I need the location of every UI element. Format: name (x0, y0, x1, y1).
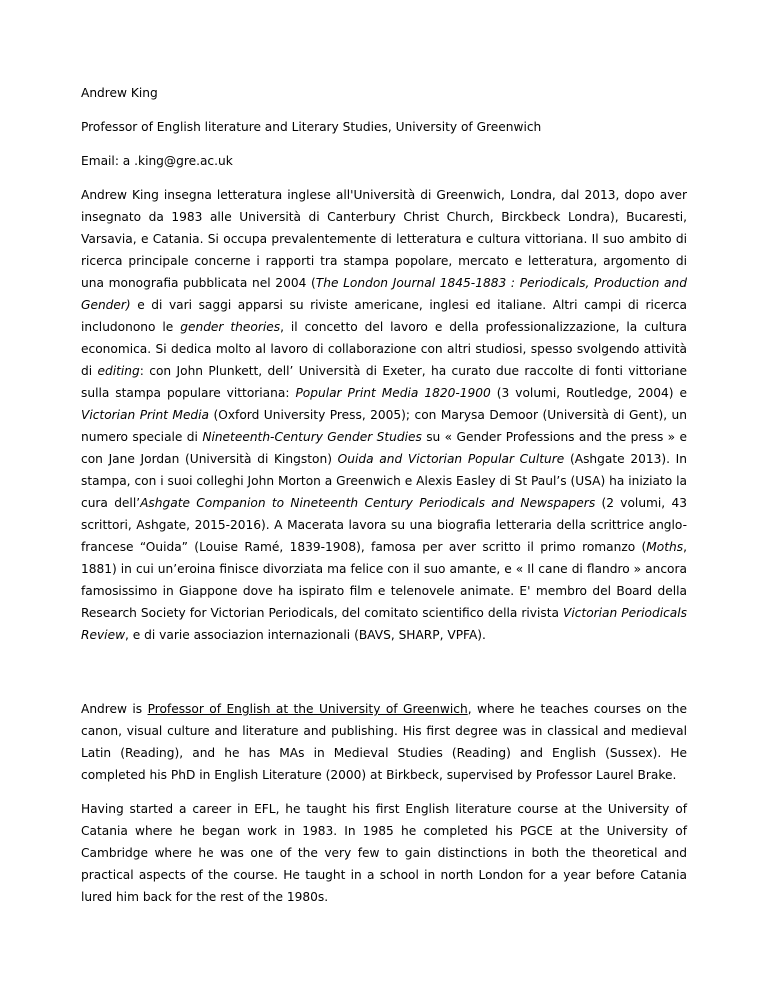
text-run: , 1881) in cui un’eroina finisce divorziata ma felice con il suo amante, e « Il cane di flandro » ancora famosissimo in Giappone dove ha ispirato film e telenovele animate. E' membro del Board della Research Society for Victorian Periodicals, del comitato scientifico della rivista (81, 540, 687, 620)
english-bio-paragraph-2: Having started a career in EFL, he taught his first English literature course at the University of Catania where he began work in 1983. In 1985 he completed his PGCE at the University of Cambridge where he was one of the very few to gain distinctions in both the theoretical and practical aspects of the course. He taught in a school in north London for a year before Catania lured him back for the rest of the 1980s. (81, 802, 687, 904)
italic-title: Popular Print Media 1820-1900 (295, 386, 491, 400)
italic-title: Ouida and Victorian Popular Culture (337, 452, 565, 466)
section-gap (81, 658, 687, 698)
italic-title: Victorian Periodicals Review (81, 606, 687, 642)
italian-bio-paragraph (81, 184, 687, 646)
author-email: Email: a .king@gre.ac.uk (81, 154, 233, 168)
italic-title: Moths (646, 540, 684, 554)
text-run: (2 volumi, 43 scrittori, Ashgate, 2015-2016). A Macerata lavora su una biografia letteraria della scrittrice anglo-francese “Ouida” (Louise Ramé, 1839-1908), famosa per aver scritto il primo romanzo ( (81, 496, 687, 554)
text-run: Andrew is (81, 702, 148, 716)
text-run: su « Gender Professions and the press » e con Jane Jordan (Università di Kingston) (81, 430, 688, 466)
text-run: , where he teaches courses on the canon, visual culture and literature and publishing. His first degree was in classical and medieval Latin (Reading), and he has MAs in Medieval Studies (Reading) and English (Sussex). He completed his PhD in English Literature (2000) at Birkbeck, supervised by Professor Laurel Brake. (81, 702, 687, 782)
document-page (81, 82, 687, 920)
italic-title: The London Journal 1845-1883 : Periodicals, Production and Gender) (81, 276, 687, 312)
text-run: e di vari saggi apparsi su riviste americane, inglesi ed italiane. Altri campi di ricerca includonono le (81, 298, 687, 334)
text-run: , e di varie associazion internazionali (BAVS, SHARP, VPFA). (125, 628, 486, 642)
text-run: Andrew King insegna letteratura inglese all'Università di Greenwich, Londra, dal 2013, dopo aver insegnato da 1983 alle Università di Canterbury Christ Church, Birckbeck Londra), Bucaresti, Varsavia, e Catania. Si occupa prevalentemente di letteratura e cultura vittoriana. Il suo ambito di ricerca principale concerne i rapporti tra stampa popolare, mercato e letteratura, argomento di una monografia pubblicata nel 2004 ( (81, 188, 687, 290)
italic-term: gender theories (180, 320, 281, 334)
italic-title: Nineteenth-Century Gender Studies (202, 430, 422, 444)
english-bio-paragraph-1 (81, 698, 687, 786)
text-run: , il concetto del lavoro e della professionalizzazione, la cultura economica. Si dedica molto al lavoro di collaborazione con altri studiosi, spesso svolgendo attività di (81, 320, 688, 378)
italic-term: editing (97, 364, 140, 378)
text-run: (Oxford University Press, 2005); con Marysa Demoor (Università di Gent), un numero speciale di (81, 408, 687, 444)
author-position: Professor of English literature and Literary Studies, University of Greenwich (81, 120, 542, 134)
author-name: Andrew King (81, 86, 158, 100)
text-run: (Ashgate 2013). In stampa, con i suoi colleghi John Morton a Greenwich e Alexis Easley di St Paul’s (USA) ha iniziato la cura dell’ (81, 452, 688, 510)
professor-profile-link[interactable]: Professor of English at the University of Greenwich (147, 702, 468, 716)
text-run: (3 volumi, Routledge, 2004) e (490, 386, 687, 400)
italic-title: Ashgate Companion to Nineteenth Century Periodicals and Newspapers (140, 496, 596, 510)
italic-title: Victorian Print Media (81, 408, 210, 422)
text-run: : con John Plunkett, dell’ Università di Exeter, ha curato due raccolte di fonti vittoriane sulla stampa populare vittoriana: (81, 364, 687, 400)
